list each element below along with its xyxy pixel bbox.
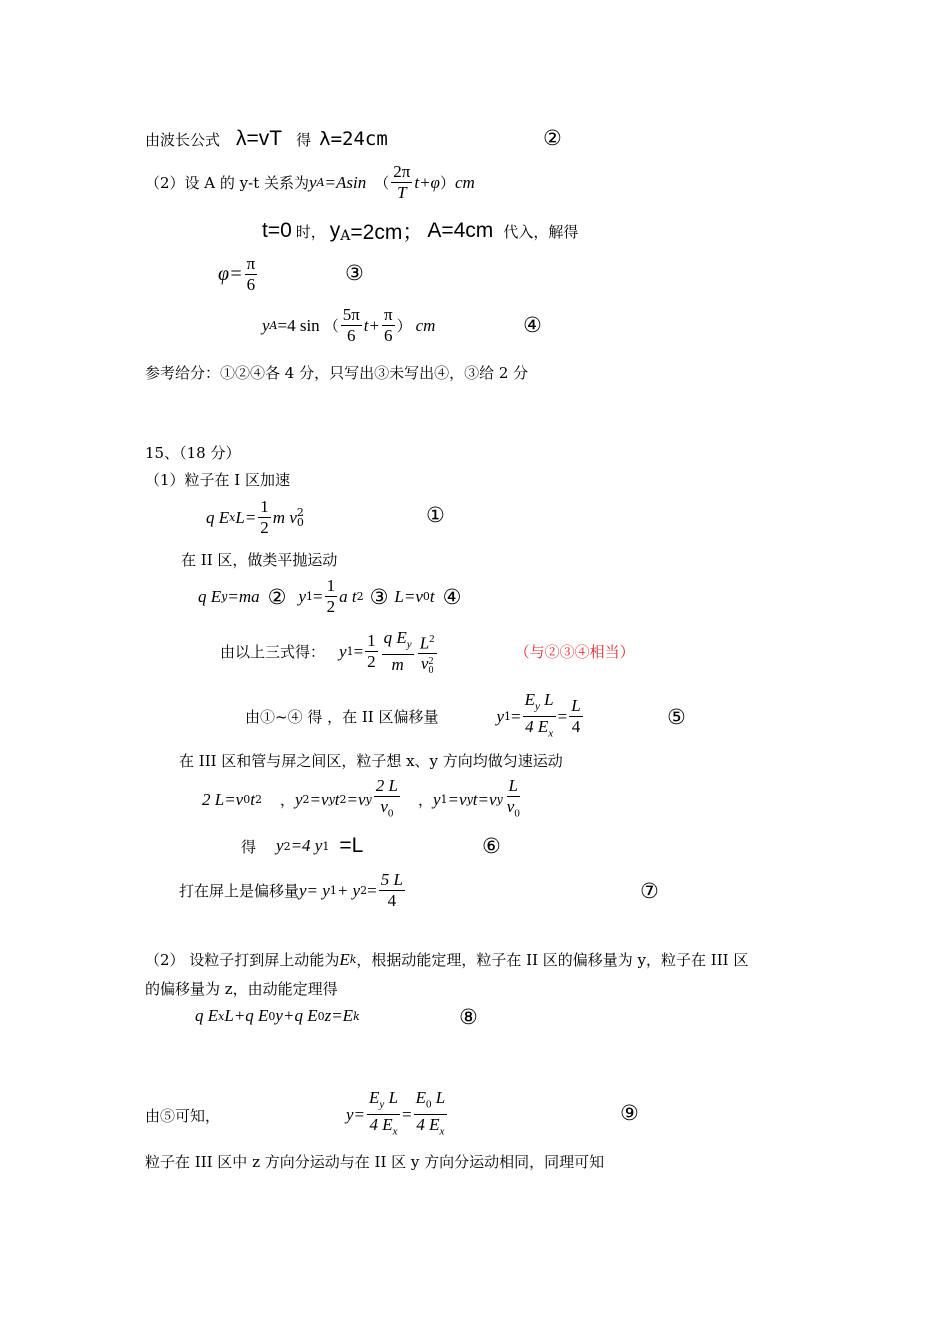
eq-3-row [220, 628, 635, 675]
eq-4-row [245, 690, 585, 744]
line-phi [218, 254, 259, 295]
frac-num: 2π [393, 162, 411, 181]
line-wavelength [145, 127, 388, 151]
p5-text: 在 III 区和管与屏之间区，粒子想 x、y 方向均做匀速运动 [179, 752, 563, 770]
e5b-eq2: =v [346, 789, 366, 809]
sub: y [328, 793, 335, 807]
marker-6: ⑥ [482, 834, 501, 858]
frac-num: 1 [326, 576, 336, 595]
e9-frac2 [414, 1088, 448, 1142]
sub: 0 [317, 1009, 325, 1023]
ya-sub: A [340, 228, 351, 244]
e5a: 2 L=v [202, 789, 244, 809]
marker-2b: ② [267, 584, 287, 609]
sub: 0 [426, 1098, 432, 1111]
line-initial [262, 216, 578, 246]
frac-den: 2 [367, 652, 376, 672]
eq-9-row [346, 1088, 449, 1142]
marker-4b: ④ [442, 584, 462, 609]
frac-2pi-T [391, 162, 412, 203]
frac-den: 2 [260, 518, 269, 537]
e5b-t: t [334, 789, 340, 809]
e1-rsub: 0 [296, 515, 304, 529]
paren-close: ） [439, 174, 455, 192]
e2b: y [298, 586, 306, 606]
e2c: L=v [394, 586, 423, 606]
frac-den: m [391, 655, 404, 675]
p10 [145, 1151, 604, 1172]
e8d: z=E [324, 1006, 354, 1025]
sub: 2 [283, 839, 291, 853]
frac-den: T [397, 183, 407, 202]
eq-1 [206, 497, 304, 538]
p4-text: 由①~④ 得 ，在 II 区偏移量 [245, 708, 439, 727]
sub: y [406, 638, 412, 651]
marker-2: ② [543, 126, 562, 150]
frac-num: 5 L [380, 870, 403, 889]
p9 [145, 1105, 220, 1126]
e2b-eq: = [312, 586, 323, 606]
marker-8: ⑧ [459, 1005, 478, 1029]
frac-num: L [419, 633, 430, 653]
frac-num: 1 [367, 631, 376, 651]
t-zero: t=0 [262, 219, 292, 242]
num-L: L [431, 1088, 446, 1107]
e5a-t: t [250, 789, 255, 809]
paren-close: ） [396, 317, 412, 335]
e2b-rhs: a t [339, 586, 357, 606]
frac-den: 4 E [525, 717, 549, 737]
p5 [179, 750, 563, 771]
frac-den: v [506, 797, 515, 816]
eq-4sin: =4 sin [277, 315, 320, 335]
p8-b: ，根据动能定理，粒子在 II 区的偏移量为 y，粒子在 III 区 [356, 951, 749, 969]
e6-eq: =4 y [290, 836, 323, 855]
p10-text: 粒子在 III 区中 z 方向分运动与在 II 区 y 方向分运动相同，同理可知 [145, 1153, 605, 1171]
frac-den: 4 [387, 891, 397, 910]
e2a: q E [198, 586, 222, 606]
sup: 2 [428, 655, 434, 667]
marker-1: ① [426, 503, 445, 527]
de-text: 得 [296, 130, 312, 149]
frac-den: 2 [326, 597, 336, 616]
frac-pi-6b [382, 305, 395, 346]
sub: k [349, 953, 357, 966]
e4-frac2 [569, 696, 582, 737]
sub: 0 [268, 1009, 276, 1023]
comma: ， [279, 791, 295, 810]
shi-text: 时， [295, 222, 326, 241]
frac-den: v [420, 654, 429, 674]
sub: x [392, 1125, 398, 1138]
frac-den: v [380, 797, 388, 816]
e1-lhs: q E [206, 507, 230, 527]
e4-eq: = [511, 706, 521, 726]
e2b-frac [325, 576, 338, 617]
e2a-rhs: =ma [227, 586, 260, 606]
frac-num: E [369, 1088, 380, 1107]
num-L: L [384, 1088, 399, 1107]
sub: x [218, 1009, 225, 1023]
marker-3b: ③ [369, 584, 389, 609]
eq-6-row [241, 834, 363, 858]
num-L: L [539, 690, 554, 709]
e4-eq2: = [557, 706, 568, 726]
substitute-text: 代入，解得 [503, 222, 579, 241]
score-text: 参考给分：①②④各 4 分，只写出③未写出④，③给 2 分 [145, 364, 529, 382]
frac-5pi-6 [341, 305, 362, 346]
sub: 2 [360, 884, 368, 897]
e2c-sub: 0 [422, 590, 430, 603]
sub: x [548, 727, 554, 740]
sub-a: A [316, 176, 325, 189]
unit-cm: cm [415, 315, 436, 335]
frac-num: 2 L [375, 776, 398, 795]
p2 [181, 549, 337, 570]
var-y: y [309, 172, 317, 192]
eq-8-row [195, 1006, 360, 1026]
sub: y [535, 700, 540, 713]
ek: E [339, 949, 350, 969]
paren-open: （ [323, 317, 339, 335]
frac-num: π [384, 305, 393, 324]
e2c-t: t [429, 586, 435, 606]
e7-eq: = [367, 880, 377, 900]
red-note: （与②③④相当） [514, 643, 635, 662]
e7-y: y= y [299, 880, 330, 900]
marker-5: ⑤ [667, 705, 686, 729]
frac-num: π [246, 254, 256, 273]
e3-y: y [339, 641, 347, 661]
e9-y: y= [346, 1104, 366, 1124]
frac-den: 6 [384, 326, 393, 345]
line-yt-relation [145, 162, 475, 203]
e5b-frac [374, 776, 400, 823]
frac-den: 4 E [416, 1115, 440, 1135]
p2-text: 在 II 区，做类平抛运动 [181, 551, 338, 569]
de-text: 得 [241, 837, 257, 856]
e1-L: L= [235, 507, 257, 527]
e3-sub: 1 [346, 645, 354, 659]
frac-num: 1 [260, 497, 269, 516]
sub: 0 [243, 793, 251, 807]
sub: y [466, 793, 473, 807]
e3-frac1 [365, 631, 378, 672]
sub: 2 [254, 793, 262, 807]
e3-frac3 [418, 629, 437, 675]
sub: 0 [387, 807, 394, 820]
e8c: y+q E [275, 1006, 318, 1025]
frac-den: 4 E [369, 1115, 393, 1135]
p8-a: （2） 设粒子打到屏上动能为 [145, 951, 340, 969]
eq-5-row [202, 776, 524, 823]
sub: y [496, 793, 503, 807]
e1-script [296, 505, 304, 529]
e1-sup: 2 [296, 505, 304, 519]
yt-prefix: （2）设 A 的 y-t 关系为 [145, 174, 310, 192]
marker-4: ④ [523, 313, 542, 337]
e2a-sub: y [221, 590, 228, 603]
line-score [145, 362, 528, 383]
e5c-t: t=v [472, 789, 497, 809]
sub: 0 [514, 807, 520, 820]
eq-lambda-24cm: λ=24cm [319, 128, 388, 150]
e5b-eq: =v [309, 789, 329, 809]
marker-9: ⑨ [620, 1101, 639, 1125]
comma: ， [417, 791, 433, 810]
e6-y: y [276, 836, 284, 855]
var-y: y [262, 315, 270, 335]
sub: 1 [440, 793, 448, 807]
sub-a: A [269, 319, 278, 332]
unit-cm: cm [454, 172, 475, 192]
e5c: y [433, 789, 441, 809]
sub: 2 [302, 793, 310, 807]
e8b: L+q E [224, 1006, 269, 1025]
eq-asin: =Asin [324, 172, 367, 192]
sub: k [353, 1009, 360, 1023]
marker-3: ③ [345, 261, 364, 285]
marker-7: ⑦ [640, 879, 659, 903]
frac-num: E [524, 690, 536, 709]
sub: x [439, 1125, 445, 1138]
e4-sub: 1 [504, 710, 512, 724]
q15-heading [145, 442, 240, 463]
e9-frac1 [367, 1088, 400, 1142]
e3-frac2 [382, 628, 414, 675]
e7-plus: + y [336, 880, 361, 900]
sub: 1 [322, 839, 330, 853]
p1-heading [145, 469, 290, 490]
e5b: y [294, 789, 303, 809]
p8-line2-text: 的偏移量为 z，由动能定理得 [145, 980, 338, 998]
e2b-sub: 1 [305, 590, 313, 603]
sub: 1 [329, 884, 337, 897]
p7-text: 打在屏上是偏移量 [179, 882, 300, 900]
phi-eq: φ= [218, 263, 243, 285]
frac-den: 4 [571, 717, 581, 737]
e7-frac [379, 870, 405, 911]
eq-7-row [179, 870, 407, 911]
eq-2-row [198, 576, 461, 617]
p1-head: （1）粒子在 I 区加速 [145, 471, 291, 489]
e4-y: y [496, 706, 505, 726]
e1-sub: x [229, 511, 236, 524]
p3-text: 由以上三式得： [220, 643, 326, 662]
e2b-sup: 2 [356, 590, 364, 603]
e1-rhs: m v [272, 507, 297, 527]
frac-den: 6 [246, 275, 256, 294]
q15-head: 15、（18 分） [145, 444, 241, 462]
sub: 0 [428, 664, 434, 676]
sup: 2 [429, 632, 435, 645]
frac-num: L [571, 696, 581, 716]
e9-eq: = [402, 1104, 412, 1124]
eq-lambda-vt: λ=vT [236, 127, 283, 150]
sub: y [365, 793, 372, 807]
frac-num: L [508, 776, 519, 795]
ya-value: =2cm； [350, 221, 424, 244]
frac-num: 5π [342, 305, 360, 324]
paren-open: （ [374, 174, 390, 192]
sub: 2 [339, 793, 347, 807]
e4-frac1 [523, 690, 556, 744]
p9-text: 由⑤可知， [145, 1107, 221, 1125]
frac-num: q E [383, 628, 407, 647]
frac-den: 6 [347, 326, 356, 345]
e8a: q E [195, 1006, 219, 1025]
frac-num: E [415, 1088, 427, 1107]
a-value: A=4cm [427, 219, 494, 242]
e3-eq: = [353, 641, 364, 661]
e6-L: =L [339, 834, 364, 857]
e5c-eq: =v [447, 789, 467, 809]
t-plus: t+ [363, 315, 380, 335]
p8-line2 [145, 978, 338, 999]
e1-frac [258, 497, 271, 538]
line-ya-final [262, 305, 435, 346]
t-plus-phi: t+φ [414, 172, 440, 192]
e5c-frac [505, 776, 522, 823]
ya-var: y [329, 219, 341, 242]
wavelength-prefix: 由波长公式 [145, 130, 221, 149]
frac-pi-6 [245, 254, 258, 295]
sub: y [379, 1098, 385, 1111]
p8-line1 [145, 949, 748, 970]
